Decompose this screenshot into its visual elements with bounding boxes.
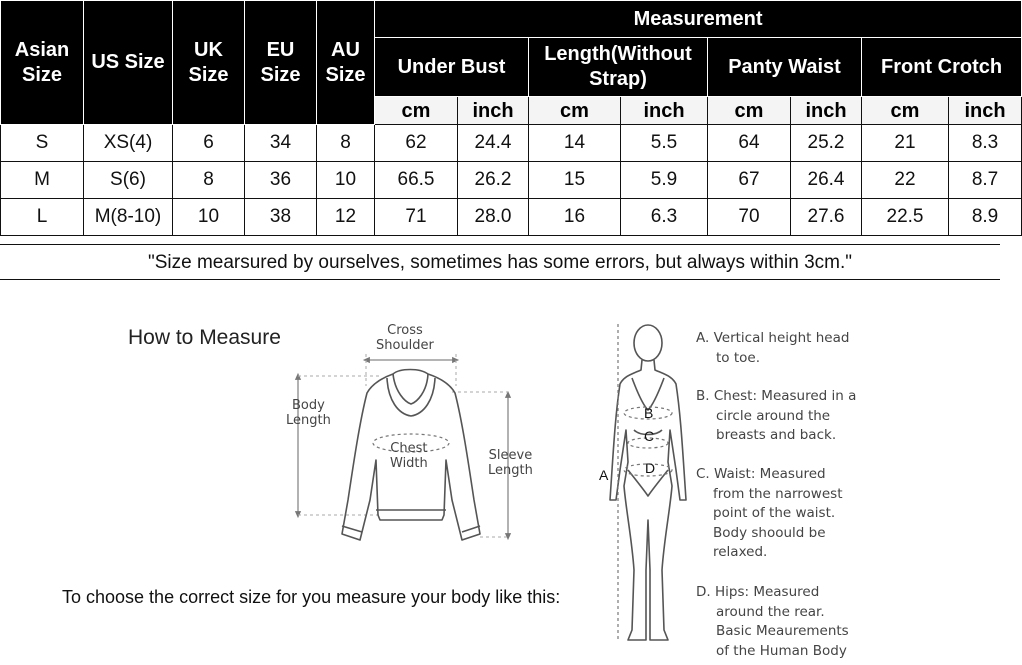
cell-panty-waist-inch: 27.6 (791, 199, 862, 236)
cell-eu-size: 34 (245, 125, 317, 162)
unit-inch: inch (621, 97, 708, 125)
legend-item-d: D. Hips: Measured around the rear. Basic Meaurements of the Human Body (696, 584, 849, 659)
header-eu-size: EU Size (245, 1, 317, 125)
unit-cm: cm (708, 97, 791, 125)
letter-c: C (644, 428, 655, 444)
legend-item-c: C. Waist: Measured from the narrowest point of the waist. Body shoould be relaxed. (696, 466, 843, 560)
chest-width-label: Chest Width (390, 441, 428, 471)
cell-uk-size: 10 (173, 199, 245, 236)
cell-au-size: 10 (317, 162, 375, 199)
cell-front-crotch-cm: 22.5 (862, 199, 949, 236)
cell-length-cm: 14 (529, 125, 621, 162)
header-au-size: AU Size (317, 1, 375, 125)
unit-cm: cm (862, 97, 949, 125)
cell-under-bust-cm: 62 (375, 125, 458, 162)
cell-front-crotch-inch: 8.7 (949, 162, 1022, 199)
cell-us-size: S(6) (84, 162, 173, 199)
letter-d: D (645, 460, 656, 476)
cross-shoulder-label: Cross Shoulder (376, 323, 434, 353)
unit-cm: cm (529, 97, 621, 125)
cell-panty-waist-cm: 67 (708, 162, 791, 199)
cell-front-crotch-cm: 22 (862, 162, 949, 199)
unit-inch: inch (458, 97, 529, 125)
cell-front-crotch-inch: 8.3 (949, 125, 1022, 162)
sleeve-length-label: Sleeve Length (488, 448, 533, 478)
cell-panty-waist-cm: 70 (708, 199, 791, 236)
cell-front-crotch-cm: 21 (862, 125, 949, 162)
unit-inch: inch (791, 97, 862, 125)
header-panty-waist: Panty Waist (708, 38, 862, 97)
header-measurement: Measurement (375, 1, 1022, 38)
legend-item-b: B. Chest: Measured in a circle around the breasts and back. (696, 388, 857, 443)
cell-asian-size: S (1, 125, 84, 162)
header-front-crotch: Front Crotch (862, 38, 1022, 97)
cell-eu-size: 36 (245, 162, 317, 199)
cell-length-inch: 6.3 (621, 199, 708, 236)
cell-under-bust-inch: 24.4 (458, 125, 529, 162)
cell-uk-size: 8 (173, 162, 245, 199)
cell-panty-waist-inch: 25.2 (791, 125, 862, 162)
header-asian-size: Asian Size (1, 1, 84, 125)
header-uk-size: UK Size (173, 1, 245, 125)
body-length-label: Body Length (286, 398, 331, 428)
cell-eu-size: 38 (245, 199, 317, 236)
cell-front-crotch-inch: 8.9 (949, 199, 1022, 236)
cell-under-bust-inch: 28.0 (458, 199, 529, 236)
cell-au-size: 12 (317, 199, 375, 236)
body-figure (610, 325, 686, 640)
cell-asian-size: L (1, 199, 84, 236)
header-under-bust: Under Bust (375, 38, 529, 97)
cell-us-size: M(8-10) (84, 199, 173, 236)
cell-under-bust-inch: 26.2 (458, 162, 529, 199)
cell-length-inch: 5.5 (621, 125, 708, 162)
how-to-measure-title: How to Measure (128, 326, 281, 349)
cell-under-bust-cm: 71 (375, 199, 458, 236)
cell-panty-waist-inch: 26.4 (791, 162, 862, 199)
cell-uk-size: 6 (173, 125, 245, 162)
legend-item-a: A. Vertical height head to toe. (696, 330, 850, 366)
cell-us-size: XS(4) (84, 125, 173, 162)
cell-under-bust-cm: 66.5 (375, 162, 458, 199)
letter-b: B (644, 405, 654, 421)
header-length: Length(Without Strap) (529, 38, 708, 97)
size-disclaimer-note: "Size mearsured by ourselves, sometimes has some errors, but always within 3cm." (0, 244, 1000, 280)
cell-au-size: 8 (317, 125, 375, 162)
unit-cm: cm (375, 97, 458, 125)
cell-length-cm: 16 (529, 199, 621, 236)
cell-asian-size: M (1, 162, 84, 199)
cell-length-inch: 5.9 (621, 162, 708, 199)
unit-inch: inch (949, 97, 1022, 125)
cell-length-cm: 15 (529, 162, 621, 199)
cell-panty-waist-cm: 64 (708, 125, 791, 162)
measure-instruction: To choose the correct size for you measure your body like this: (62, 587, 561, 607)
letter-a: A (599, 467, 609, 483)
header-us-size: US Size (84, 1, 173, 125)
